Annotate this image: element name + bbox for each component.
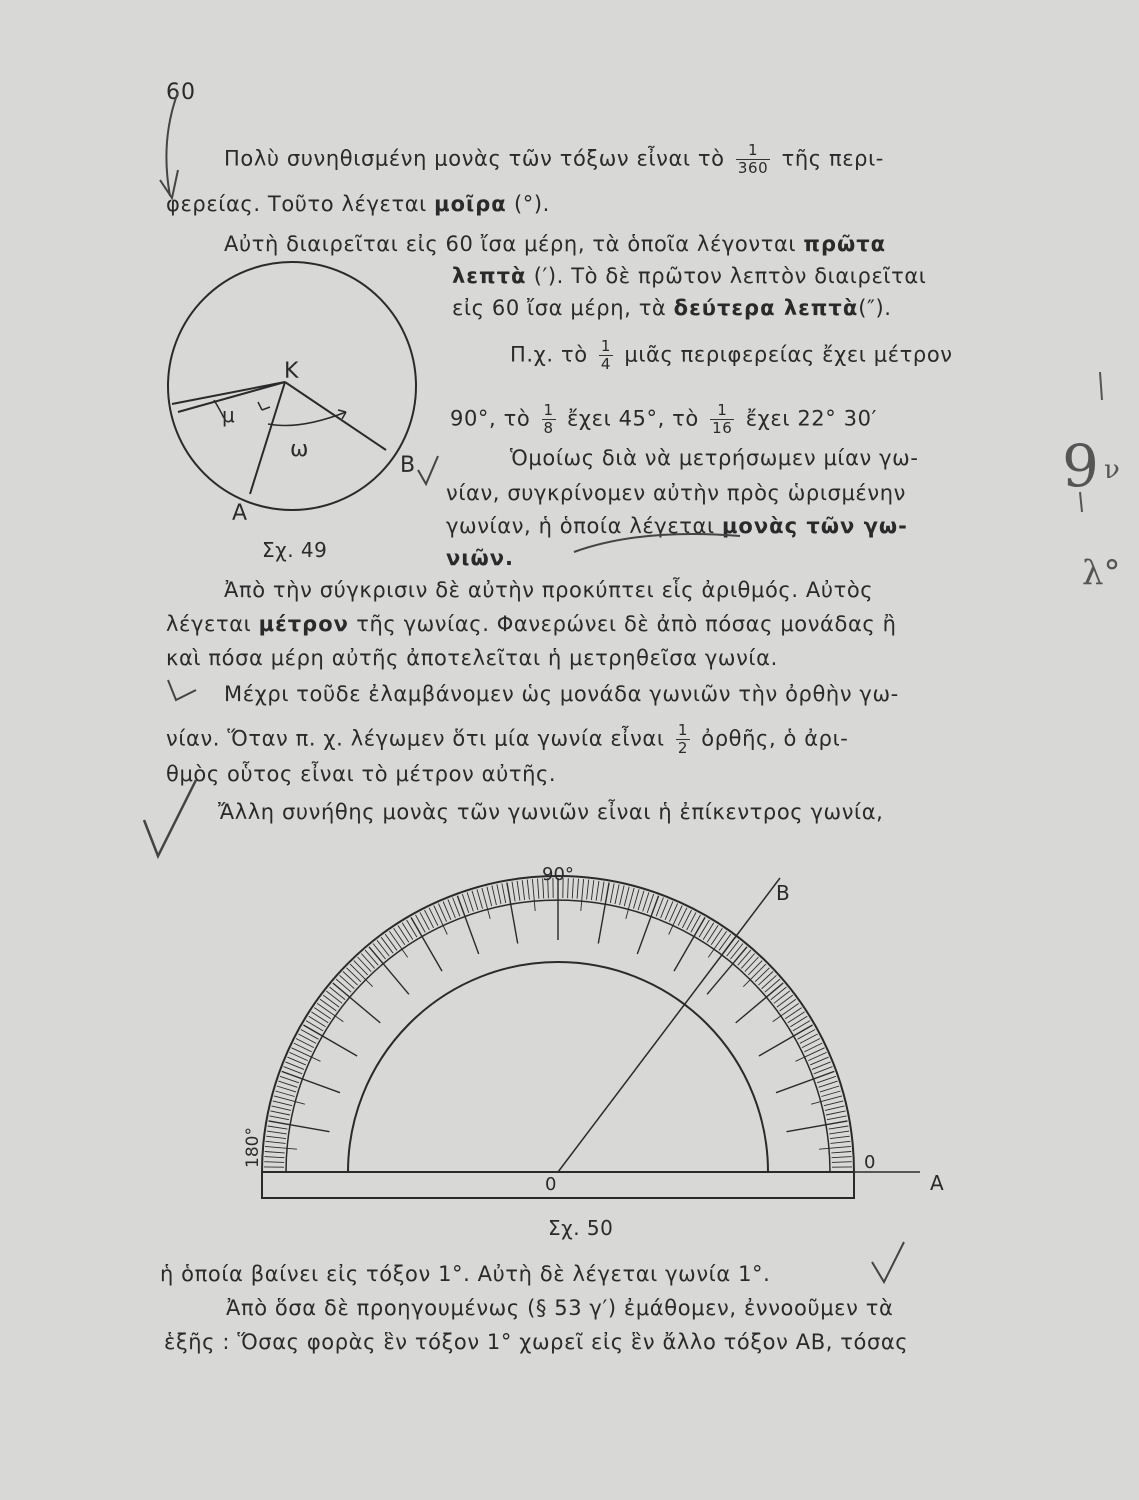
pencil-check-5 <box>872 1242 904 1282</box>
pencil-underline <box>574 534 740 552</box>
frac-num: 1 <box>543 401 554 419</box>
handwritten-nine: 9 <box>1062 432 1099 500</box>
para5-line1: Ἀπὸ τὴν σύγκρισιν δὲ αὐτὴν προκύπτει εἷς ἀριθμός. Αὐτὸς <box>224 578 874 602</box>
para2-text-c: εἰς 60 ἴσα μέρη, τὰ <box>452 296 667 320</box>
para2-text-b: (′). Τὸ δὲ πρῶτον λεπτὸν διαιρεῖται <box>533 264 927 288</box>
para2-text-d: (″). <box>858 296 892 320</box>
frac-den: 4 <box>600 355 612 373</box>
label-point-a: Α <box>930 1171 944 1195</box>
para1-text-c: φερείας. Τοῦτο λέγεται <box>166 192 427 216</box>
frac-num: 1 <box>600 337 612 355</box>
para3-text-e: ἔχει 22° 30′ <box>745 406 877 431</box>
para4-text-c: γωνίαν, ἡ ὁποία λέγεται <box>446 514 715 538</box>
label-90-degrees: 90° <box>542 864 574 885</box>
label-k: Κ <box>284 359 299 384</box>
para3-text-d: ἔχει 45°, τὸ <box>566 406 699 431</box>
para5-text-b2: τῆς γωνίας. Φανερώνει δὲ ἀπὸ πόσας μονάδας ἢ <box>356 612 897 636</box>
frac-num: 1 <box>736 142 770 160</box>
para4-line1: Ὁμοίως διὰ νὰ μετρήσωμεν μίαν γω- <box>510 446 919 470</box>
frac-den: 360 <box>737 159 769 177</box>
para2-text-a: Αὐτὴ διαιρεῖται εἰς 60 ἴσα μέρη, τὰ ὁποῖα λέγονται <box>224 232 797 256</box>
frac-num: 1 <box>677 721 689 739</box>
handwritten-nu: ν <box>1104 455 1120 485</box>
term-deutera-lepta: δεύτερα λεπτὰ <box>673 296 859 320</box>
para6-line1: Μέχρι τοῦδε ἐλαμβάνομεν ὡς μονάδα γωνιῶν τὴν ὀρθὴν γω- <box>224 682 899 706</box>
figure-49-caption: Σχ. 49 <box>262 538 328 562</box>
para6-text-b1: νίαν. Ὅταν π. χ. λέγωμεν ὅτι μία γωνία εἶναι <box>166 726 665 751</box>
handwritten-lambda-degree: λ° <box>1082 553 1121 593</box>
term-lepta: λεπτὰ <box>452 264 527 288</box>
label-mu: μ <box>222 403 235 427</box>
term-gonion-end: νιῶν. <box>446 546 515 570</box>
figure-50-caption: Σχ. 50 <box>548 1216 614 1240</box>
label-b: Β <box>400 453 416 478</box>
label-zero-right: 0 <box>864 1152 876 1173</box>
para9-line2: ἑξῆς : Ὅσας φορὰς ἓν τόξον 1° χωρεῖ εἰς ἓν ἄλλο τόξον ΑΒ, τόσας <box>164 1330 909 1354</box>
pencil-check-4 <box>418 456 438 484</box>
term-moira: μοῖρα <box>434 192 507 216</box>
para1-text-a: Πολὺ συνηθισμένη μονὰς τῶν τόξων εἶναι τὸ <box>224 146 725 171</box>
para1-text-b: τῆς περι- <box>781 146 884 171</box>
para3-text-a: Π.χ. τὸ <box>510 342 588 367</box>
para8-line1: ἡ ὁποία βαίνει εἰς τόξον 1°. Αὐτὴ δὲ λέγεται γωνία 1°. <box>160 1262 771 1286</box>
term-metron: μέτρον <box>258 612 349 636</box>
page-number: 60 <box>166 80 196 105</box>
label-a: Α <box>232 501 248 526</box>
pencil-mark-right-1 <box>1100 372 1102 400</box>
para3-text-b: μιᾶς περιφερείας ἔχει μέτρον <box>624 342 953 367</box>
para5-text-b1: λέγεται <box>166 612 252 636</box>
para1-text-d: (°). <box>513 192 550 216</box>
para4-line2: νίαν, συγκρίνομεν αὐτὴν πρὸς ὡρισμένην <box>446 481 906 505</box>
term-prota: πρῶτα <box>803 232 887 256</box>
frac-den: 2 <box>677 739 689 757</box>
para7-line1: Ἄλλη συνήθης μονὰς τῶν γωνιῶν εἶναι ἡ ἐπίκεντρος γωνία, <box>218 800 884 824</box>
para3-text-c: 90°, τὸ <box>450 406 531 431</box>
frac-den: 16 <box>712 419 733 437</box>
para9-line1: Ἀπὸ ὅσα δὲ προηγουμένως (§ 53 γ′) ἐμάθομεν, ἐννοοῦμεν τὰ <box>226 1296 894 1320</box>
pencil-check-3 <box>144 780 196 856</box>
para6-text-b2: ὀρθῆς, ὁ ἀρι- <box>701 726 849 751</box>
para5-line3: καὶ πόσα μέρη αὐτῆς ἀποτελεῖται ἡ μετρηθεῖσα γωνία. <box>166 646 778 670</box>
frac-den: 8 <box>543 419 554 437</box>
para6-line3: θμὸς οὗτος εἶναι τὸ μέτρον αὐτῆς. <box>166 762 557 786</box>
term-monas-gonion: μονὰς τῶν γω- <box>721 514 908 538</box>
frac-num: 1 <box>710 402 734 420</box>
label-origin-o: 0 <box>545 1174 557 1195</box>
label-180-degrees: 180° <box>243 1127 263 1168</box>
label-point-b: Β <box>776 881 790 905</box>
label-omega: ω <box>290 437 309 462</box>
pencil-check-2 <box>168 680 196 700</box>
